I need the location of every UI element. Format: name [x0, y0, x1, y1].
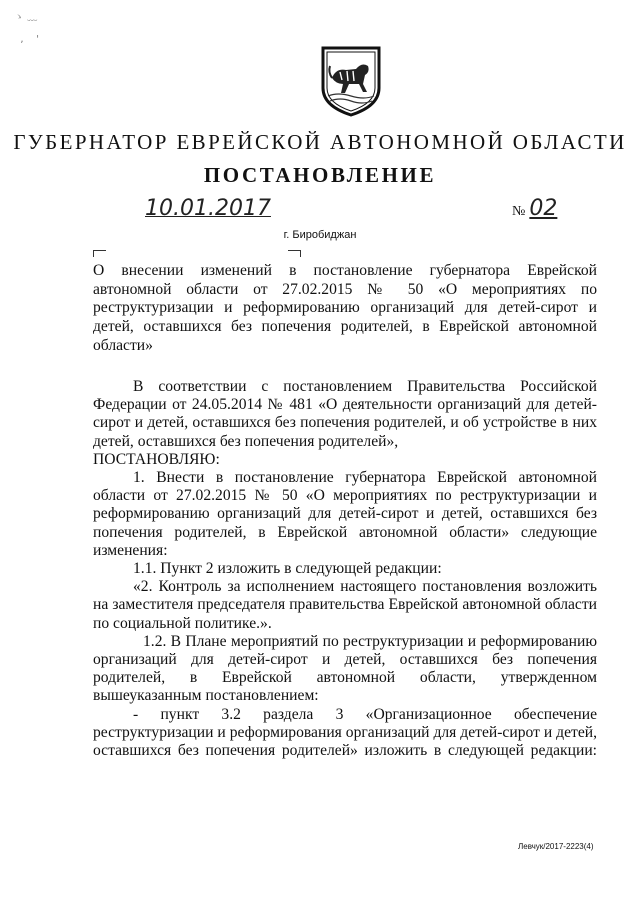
resolve-heading: ПОСТАНОВЛЯЮ: [93, 450, 220, 468]
handwritten-number: 02 [529, 196, 558, 221]
document-number [512, 196, 557, 221]
number-label: № [512, 204, 526, 219]
clause-1-1-text: «2. Контроль за исполнением настоящего постановления возложить на заместителя председателя правительства Еврейской автономной области по социальной политике.». [93, 578, 597, 632]
document-body [93, 378, 597, 760]
subject-bracket-right [288, 250, 301, 257]
document-subject: О внесении изменений в постановление губернатора Еврейской автономной области от 27.02.2015 № 50 «О мероприятиях по реструктуризации и реформированию организаций для детей-сирот и детей, оставшихся без попечения родителей, в Еврейской автономной области» [93, 262, 597, 354]
clause-1-2: 1.2. В Плане мероприятий по реструктуризации и реформированию организаций для детей-сирот и детей, оставшихся без попечения родителей, в Еврейской автономной области, утвержденном вышеуказанным постановлением: [93, 632, 597, 705]
authority-title: ГУБЕРНАТОР ЕВРЕЙСКОЙ АВТОНОМНОЙ ОБЛАСТИ [13, 130, 627, 154]
clause-1-1: 1.1. Пункт 2 изложить в следующей редакции: [133, 560, 442, 578]
margin-scribble: ゝ ﹏ , ' [14, 12, 39, 45]
document-type-title: ПОСТАНОВЛЕНИЕ [203, 163, 437, 187]
subject-bracket-left [93, 250, 106, 257]
coat-of-arms-tiger-emblem-icon [318, 44, 384, 118]
handwritten-date: 10.01.2017 [145, 196, 271, 221]
clause-1-2-item: - пункт 3.2 раздела 3 «Организационное обеспечение реструктуризации и реформирования организаций для детей-сирот и детей, оставшихся без попечения родителей» изложить в следующей редакции: [93, 705, 597, 760]
city-name: г. Биробиджан [283, 229, 357, 241]
clause-1: 1. Внести в постановление губернатора Еврейской автономной области от 27.02.2015 № 50 «О мероприятиях по реструктуризации и реформированию организаций для детей-сирот и детей, оставшихся без попечения родителей, в Еврейской автономной области» следующие изменения: [93, 469, 597, 559]
document-footer-code: Левчук/2017-2223(4) [518, 842, 594, 851]
preamble-paragraph: В соответствии с постановлением Правительства Российской Федерации от 24.05.2014 № 481 «О деятельности организаций для детей-сирот и детей, оставшихся без попечения родителей, и об устройстве в них детей, оставшихся без попечения родителей», [93, 378, 597, 450]
